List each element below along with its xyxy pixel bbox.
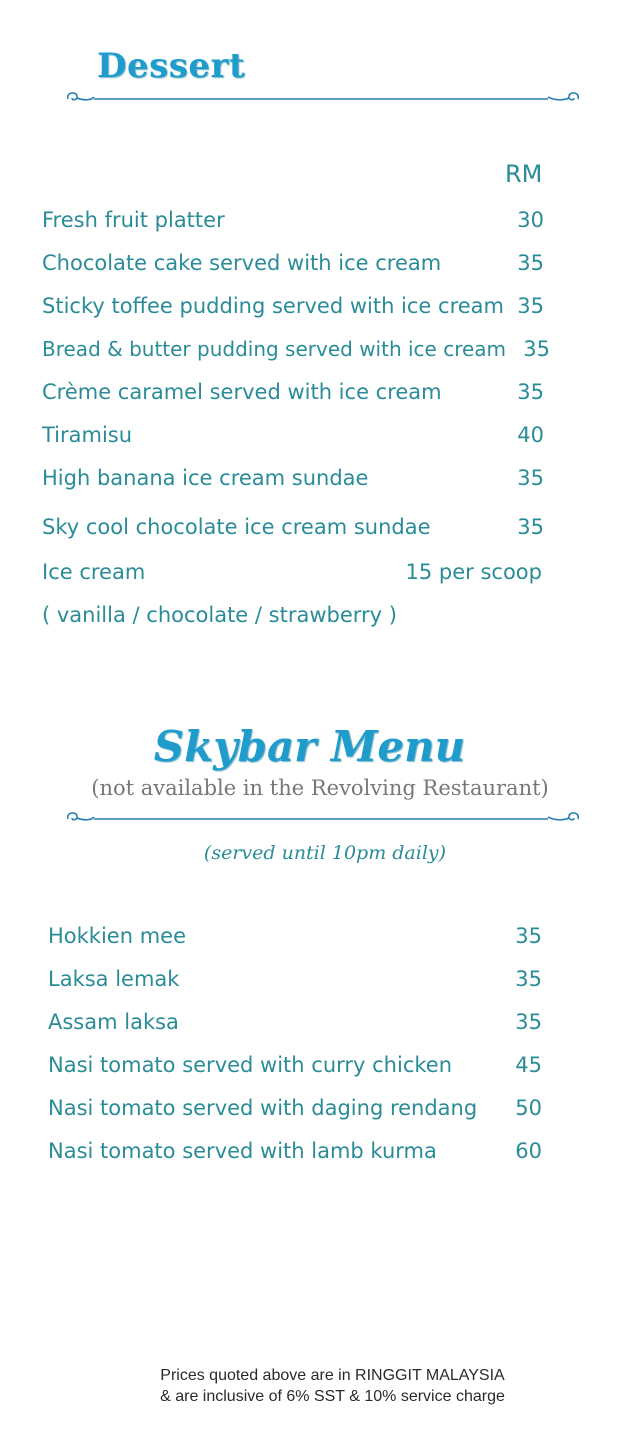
footer-note-line1: Prices quoted above are in RINGGIT MALAYSIA (160, 1367, 505, 1384)
item-name: Ice cream (42, 560, 146, 584)
ornamental-divider (64, 88, 582, 106)
skybar-title: Skybar Menu (153, 722, 466, 771)
item-price: 35 (517, 294, 544, 318)
item-price: 35 (517, 251, 544, 275)
item-price: 35 (515, 967, 542, 991)
item-name: Hokkien mee (48, 924, 186, 948)
item-price: 60 (515, 1139, 542, 1163)
footer-note-line2: & are inclusive of 6% SST & 10% service charge (160, 1388, 505, 1405)
item-name: Nasi tomato served with lamb kurma (48, 1139, 437, 1163)
item-price: 45 (515, 1053, 542, 1077)
item-name: Assam laksa (48, 1010, 179, 1034)
item-price: 35 (517, 380, 544, 404)
item-price: 35 (515, 1010, 542, 1034)
item-price: 40 (517, 423, 544, 447)
item-price: 35 (517, 515, 544, 539)
item-name: High banana ice cream sundae (42, 466, 369, 490)
skybar-subtitle: (not available in the Revolving Restaurant) (91, 776, 549, 800)
ornamental-divider (64, 808, 582, 826)
item-name: Fresh fruit platter (42, 208, 225, 232)
item-price: 30 (517, 208, 544, 232)
item-name: Crème caramel served with ice cream (42, 380, 442, 404)
item-name: Tiramisu (42, 423, 133, 447)
item-price: 35 (523, 337, 550, 361)
served-hours: (served until 10pm daily) (203, 842, 447, 864)
item-name: Sticky toffee pudding served with ice cream (42, 294, 504, 318)
item-price: 15 per scoop (405, 560, 542, 584)
item-name: Laksa lemak (48, 967, 180, 991)
currency-header: RM (505, 160, 543, 188)
item-price: 35 (517, 466, 544, 490)
item-name: Sky cool chocolate ice cream sundae (42, 515, 431, 539)
item-name: Bread & butter pudding served with ice cream (42, 337, 507, 361)
item-price: 50 (515, 1096, 542, 1120)
item-name: Nasi tomato served with curry chicken (48, 1053, 453, 1077)
item-note: ( vanilla / chocolate / strawberry ) (42, 603, 397, 627)
dessert-title: Dessert (97, 46, 246, 86)
item-price: 35 (515, 924, 542, 948)
item-name: Nasi tomato served with daging rendang (48, 1096, 478, 1120)
item-name: Chocolate cake served with ice cream (42, 251, 442, 275)
